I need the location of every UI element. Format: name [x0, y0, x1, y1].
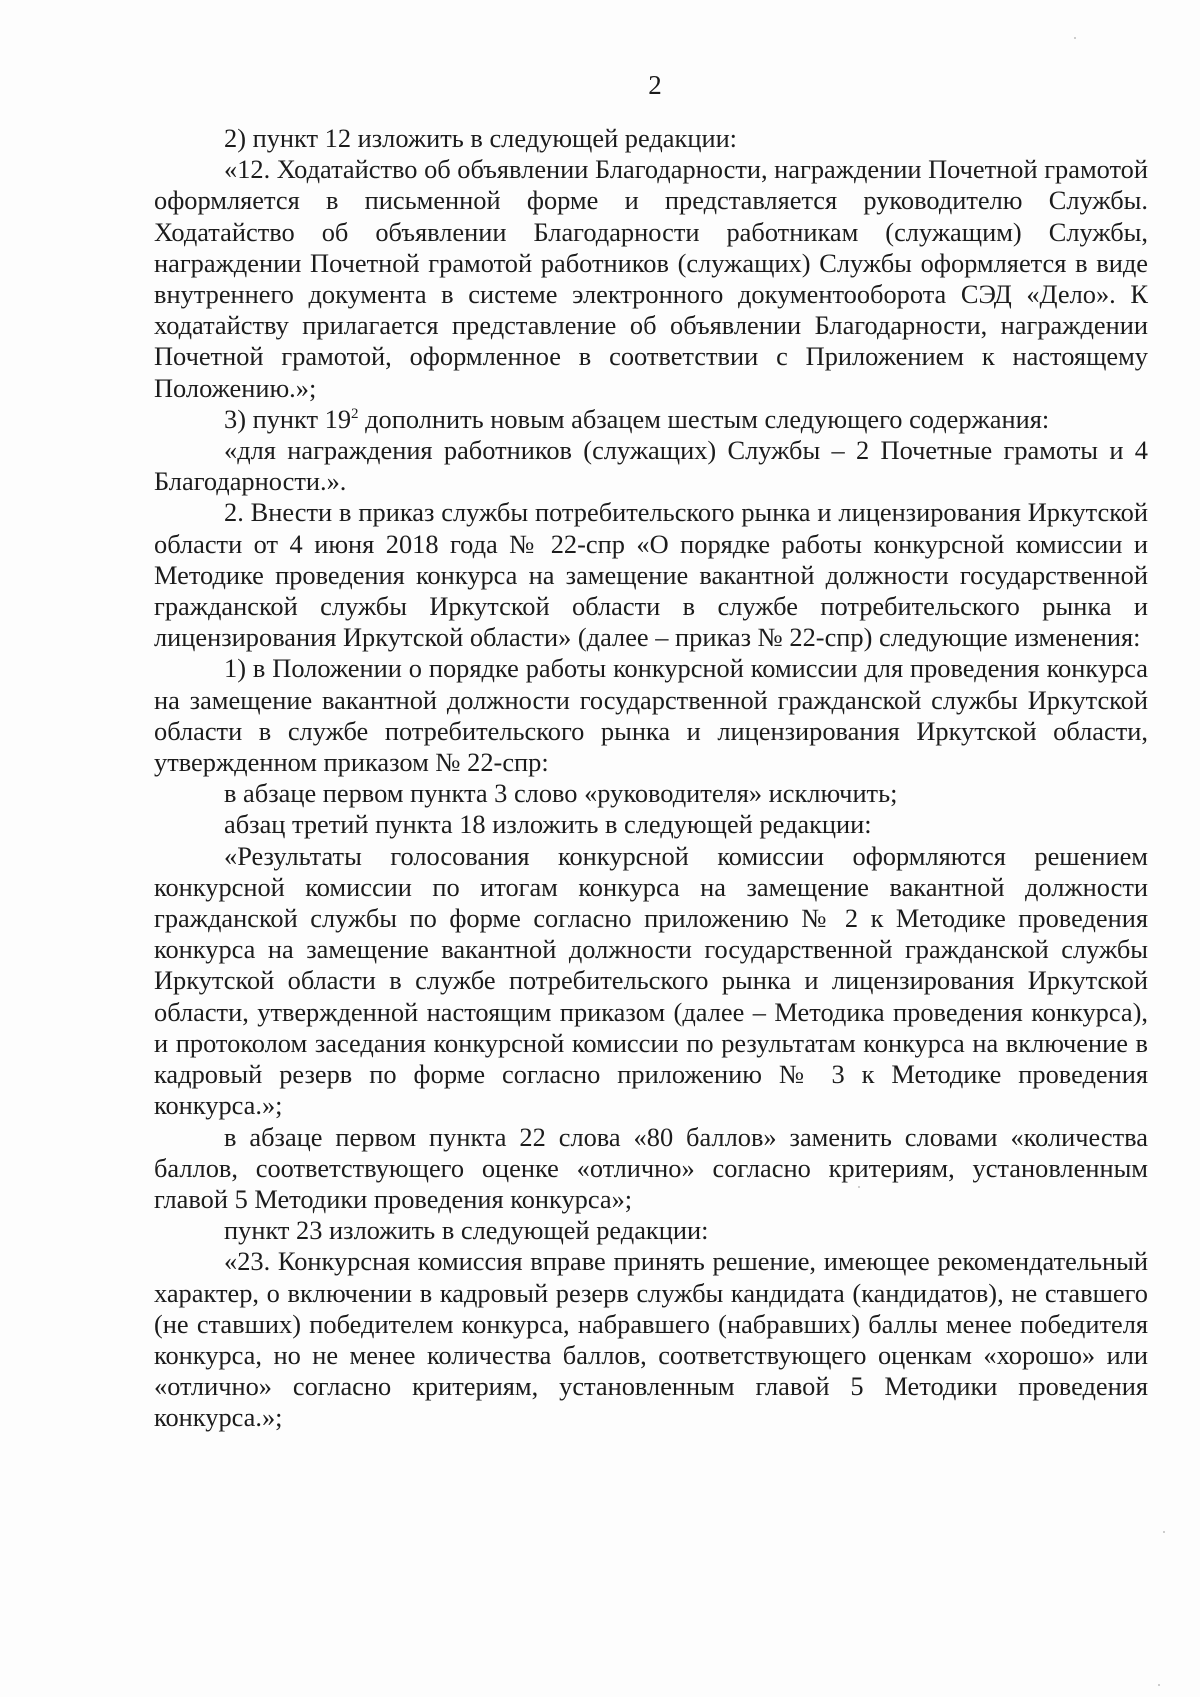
paragraph: 2) пункт 12 изложить в следующей редакции: [224, 123, 738, 153]
paragraph [154, 404, 1148, 435]
paragraph: «для награждения работников (служащих) Службы – 2 Почетные грамоты и 4 Благодарности.». [154, 435, 1148, 497]
paragraph: «12. Ходатайство об объявлении Благодарности, награждении Почетной грамотой оформляется в письменной форме и представляется руководителю Службы. Ходатайство об объявлении Благодарности работникам (служащим) Службы, награждении Почетной грамотой работников (служащих) Службы оформляется в виде внутреннего документа в системе электронного документооборота СЭД «Дело». К ходатайству прилагается представление об объявлении Благодарности, награждении Почетной грамотой, оформленное в соответствии с Приложением к настоящему Положению.»; [154, 154, 1149, 403]
paragraph-text-after: дополнить новым абзацем шестым следующего содержания: [358, 403, 1050, 434]
scan-speck [1158, 1684, 1160, 1686]
paragraph: 1) в Положении о порядке работы конкурсной комиссии для проведения конкурса на замещение вакантной должности государственной гражданской службы Иркутской области в службе потребительского рынка и лицензирования Иркутской области, утвержденном приказом № 22-спр: [154, 653, 1148, 778]
paragraph: в абзаце первом пункта 22 слова «80 баллов» заменить словами «количества баллов, соответствующего оценке «отлично» согласно критериям, установленным главой 5 Методики проведения конкурса»; [154, 1121, 1148, 1214]
scan-speck [1074, 37, 1076, 39]
paragraph: абзац третий пункта 18 изложить в следующей редакции: [224, 809, 872, 840]
paragraph-text-before: 3) пункт 19 [224, 403, 352, 434]
page-number: 2 [648, 70, 662, 100]
paragraph: в абзаце первом пункта 3 слово «руководителя» исключить; [224, 778, 898, 809]
paragraph: пункт 23 изложить в следующей редакции: [224, 1215, 709, 1246]
paragraph: «23. Конкурсная комиссия вправе принять решение, имеющее рекомендательный характер, о включении в кадровый резерв службы кандидата (кандидатов), не ставшего (не ставших) победителем конкурса, набравшего (набравших) баллы менее победителя конкурса, но не менее количества баллов, соответствующего оценкам «хорошо» или «отлично» согласно критериям, установленным главой 5 Методики проведения конкурса.»; [154, 1246, 1148, 1433]
scan-speck [858, 1186, 860, 1188]
paragraph: 2. Внести в приказ службы потребительского рынка и лицензирования Иркутской области от 4 июня 2018 года № 22-спр «О порядке работы конкурсной комиссии и Методике проведения конкурса на замещение вакантной должности государственной гражданской службы Иркутской области в службе потребительского рынка и лицензирования Иркутской области» (далее – приказ № 22-спр) следующие изменения: [154, 497, 1148, 653]
paragraph-superscript: 2 [351, 406, 359, 423]
document-body [154, 123, 1148, 1434]
paragraph: «Результаты голосования конкурсной комиссии оформляются решением конкурсной комиссии по итогам конкурса на замещение вакантной должности гражданской службы по форме согласно приложению № 2 к Методике проведения конкурса на замещение вакантной должности государственной гражданской службы Иркутской области в службе потребительского рынка и лицензирования Иркутской области, утвержденной настоящим приказом (далее – Методика проведения конкурса), и протоколом заседания конкурсной комиссии по результатам конкурса на включение в кадровый резерв по форме согласно приложению № 3 к Методике проведения конкурса.»; [154, 840, 1148, 1121]
scan-speck [1163, 1531, 1165, 1533]
